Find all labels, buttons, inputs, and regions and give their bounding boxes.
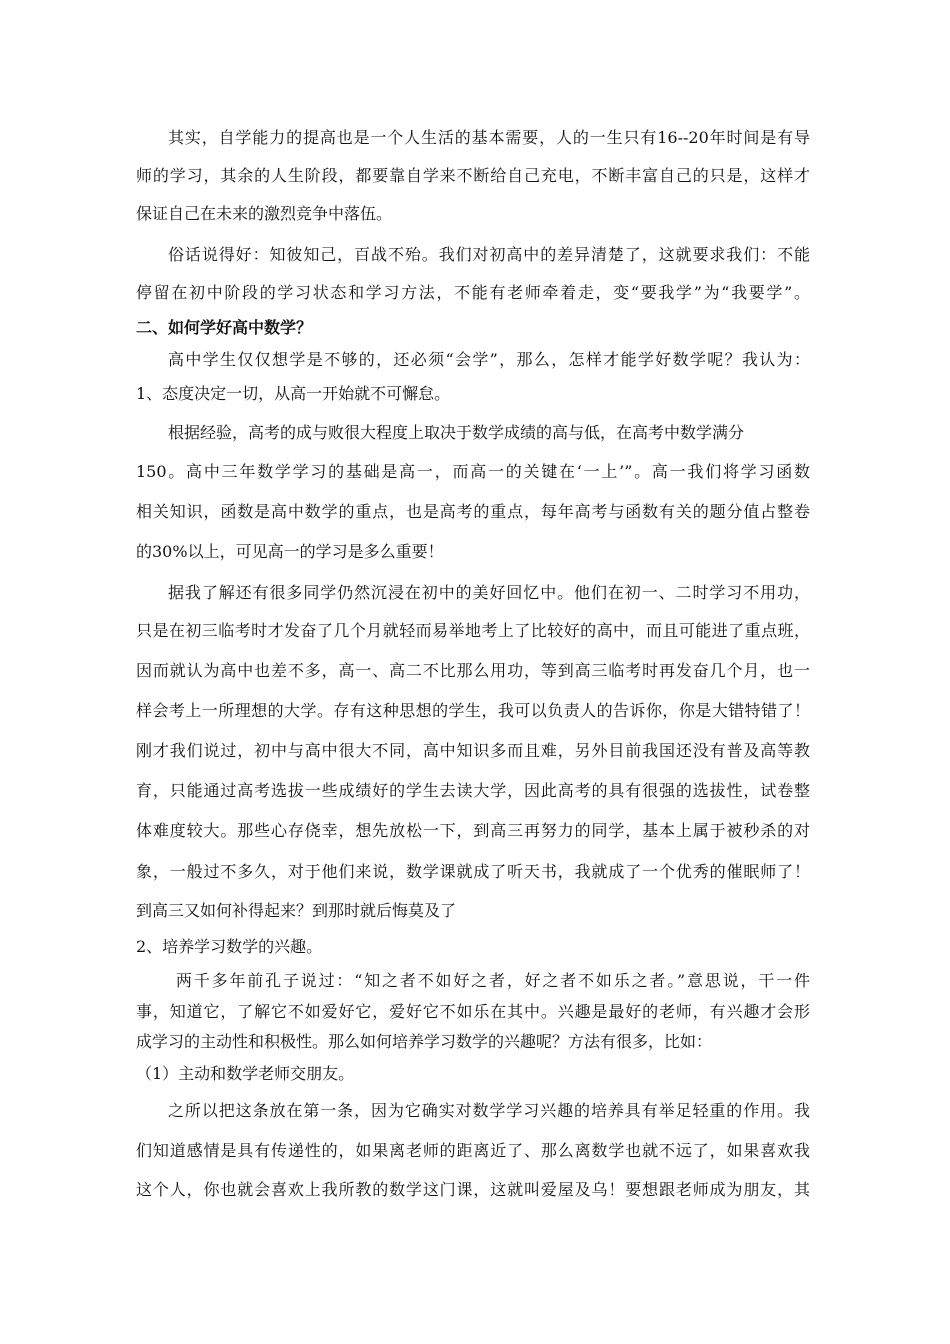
- paragraph-line: 到高三又如何补得起来？到那时就后悔莫及了: [136, 901, 457, 920]
- paragraph-line: 之所以把这条放在第一条，因为它确实对数学学习兴趣的培养具有举足轻重的作用。我: [168, 1101, 810, 1120]
- paragraph-line: 事，知道它，了解它不如爱好它，爱好它不如乐在其中。兴趣是最好的老师，有兴趣才会形: [136, 1002, 810, 1021]
- paragraph-line: 俗话说得好：知彼知己，百战不殆。我们对初高中的差异清楚了，这就要求我们：不能: [168, 245, 810, 264]
- paragraph-line: 据我了解还有很多同学仍然沉浸在初中的美好回忆中。他们在初一、二时学习不用功，: [168, 583, 810, 602]
- paragraph-line: 两千多年前孔子说过：“知之者不如好之者，好之者不如乐之者。”意思说，干一件: [176, 971, 810, 990]
- paragraph-line: 因而就认为高中也差不多，高一、高二不比那么用功，等到高三临考时再发奋几个月，也一: [136, 661, 810, 680]
- paragraph-line: 150。高中三年数学学习的基础是高一，而高一的关键在‘一上’”。高一我们将学习函数: [136, 462, 810, 481]
- paragraph-line: 其实，自学能力的提高也是一个人生活的基本需要，人的一生只有16--20年时间是有导: [168, 128, 810, 147]
- paragraph-line: 停留在初中阶段的学习状态和学习方法，不能有老师牵着走，变“要我学”为“我要学”。: [136, 283, 810, 302]
- paragraph-line: 的30%以上，可见高一的学习是多么重要！: [136, 542, 444, 561]
- paragraph-line: 保证自己在未来的激烈竞争中落伍。: [136, 204, 393, 223]
- paragraph-line: 象，一般过不多久，对于他们来说，数学课就成了听天书，我就成了一个优秀的催眠师了！: [136, 862, 810, 881]
- paragraph-line: 育，只能通过高考选拔一些成绩好的学生去读大学，因此高考的具有很强的选拔性，试卷整: [136, 781, 810, 800]
- paragraph-line: 体难度较大。那些心存侥幸，想先放松一下，到高三再努力的同学，基本上属于被秒杀的对: [136, 821, 810, 840]
- paragraph-line: 样会考上一所理想的大学。存有这种思想的学生，我可以负责人的告诉你，你是大错特错了！: [136, 701, 810, 720]
- paragraph-line: 高中学生仅仅想学是不够的，还必须“会学”，那么，怎样才能学好数学呢？我认为：: [168, 350, 810, 369]
- paragraph-line: 成学习的主动性和积极性。那么如何培养学习数学的兴趣呢？方法有很多，比如：: [136, 1032, 713, 1051]
- paragraph-line: 们知道感情是具有传递性的，如果离老师的距离近了、那么离数学也就不远了，如果喜欢我: [136, 1141, 810, 1160]
- sub-point: （1）主动和数学老师交朋友。: [136, 1064, 355, 1083]
- paragraph-line: 师的学习，其余的人生阶段，都要靠自学来不断给自己充电，不断丰富自己的只是，这样才: [136, 166, 810, 185]
- paragraph-line: 刚才我们说过，初中与高中很大不同，高中知识多而且难，另外目前我国还没有普及高等教: [136, 741, 810, 760]
- numbered-point: 1、态度决定一切，从高一开始就不可懈怠。: [136, 384, 451, 403]
- section-heading: 二、如何学好高中数学？: [136, 318, 313, 337]
- numbered-point: 2、培养学习数学的兴趣。: [136, 937, 323, 956]
- paragraph-line: 相关知识，函数是高中数学的重点，也是高考的重点，每年高考与函数有关的题分值占整卷: [136, 502, 810, 521]
- paragraph-line: 根据经验，高考的成与败很大程度上取决于数学成绩的高与低，在高考中数学满分: [168, 423, 745, 442]
- paragraph-line: 这个人，你也就会喜欢上我所教的数学这门课，这就叫爱屋及乌！要想跟老师成为朋友，其: [136, 1180, 810, 1199]
- paragraph-line: 只是在初三临考时才发奋了几个月就轻而易举地考上了比较好的高中，而且可能进了重点班，: [136, 621, 810, 640]
